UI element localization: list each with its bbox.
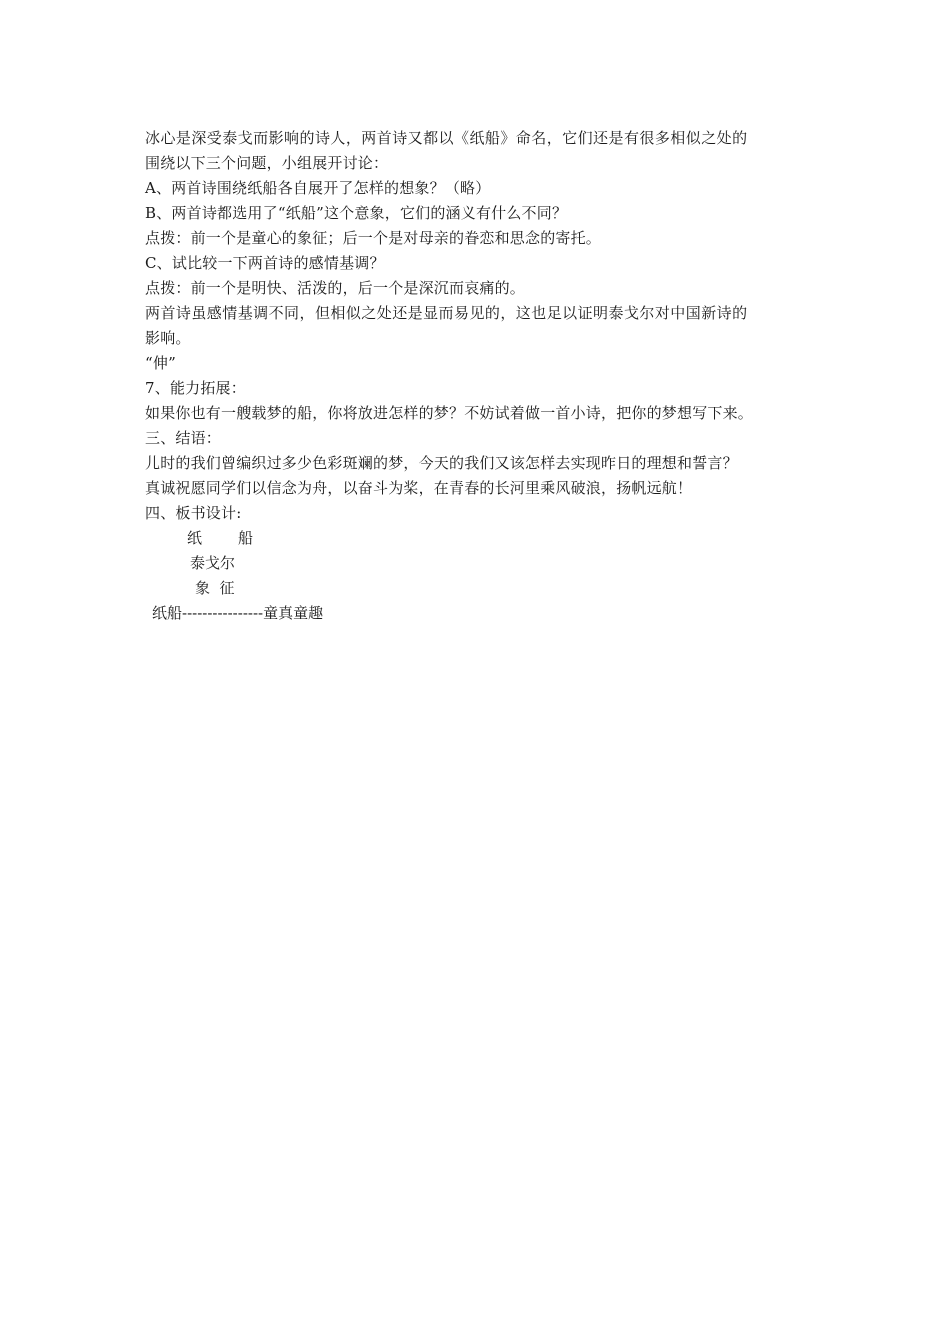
paragraph-comparison-end: 影响。 bbox=[145, 329, 191, 347]
board-title-left: 纸 bbox=[187, 529, 203, 547]
question-a: A、两首诗围绕纸船各自展开了怎样的想象？（略） bbox=[145, 179, 491, 197]
paragraph-intro: 冰心是深受泰戈而影响的诗人，两首诗又都以《纸船》命名，它们还是有很多相似之处的 bbox=[145, 129, 748, 147]
heading-board-design: 四、板书设计: bbox=[145, 504, 242, 522]
document-body bbox=[145, 126, 815, 630]
heading-conclusion: 三、结语： bbox=[145, 429, 222, 447]
paragraph-conclusion-1: 儿时的我们曾编织过多少色彩斑斓的梦，今天的我们又该怎样去实现昨日的理想和誓言？ bbox=[145, 454, 738, 472]
section-extend: “伸” bbox=[145, 354, 176, 372]
board-symbol: 象 征 bbox=[195, 579, 235, 597]
paragraph-conclusion-2: 真诚祝愿同学们以信念为舟，以奋斗为桨，在青春的长河里乘风破浪，扬帆远航！ bbox=[145, 479, 693, 497]
question-b: B、两首诗都选用了“纸船”这个意象，它们的涵义有什么不同？ bbox=[145, 204, 568, 222]
board-author: 泰戈尔 bbox=[190, 554, 236, 572]
hint-c: 点拨：前一个是明快、活泼的，后一个是深沉而哀痛的。 bbox=[145, 279, 526, 297]
paragraph-exercise: 如果你也有一艘载梦的船，你将放进怎样的梦？不妨试着做一首小诗，把你的梦想写下来。 bbox=[145, 404, 754, 422]
board-relation: 纸船----------------童真童趣 bbox=[152, 604, 324, 622]
board-title bbox=[187, 526, 253, 551]
board-title-right: 船 bbox=[238, 529, 254, 547]
heading-ability-expansion: 7、能力拓展： bbox=[145, 379, 246, 397]
paragraph-discussion-prompt: 围绕以下三个问题，小组展开讨论： bbox=[145, 154, 389, 172]
hint-b: 点拨：前一个是童心的象征；后一个是对母亲的眷恋和思念的寄托。 bbox=[145, 229, 602, 247]
question-c: C、试比较一下两首诗的感情基调？ bbox=[145, 254, 385, 272]
paragraph-comparison: 两首诗虽感情基调不同，但相似之处还是显而易见的，这也足以证明泰戈尔对中国新诗的 bbox=[145, 304, 748, 322]
board-design bbox=[145, 526, 815, 630]
